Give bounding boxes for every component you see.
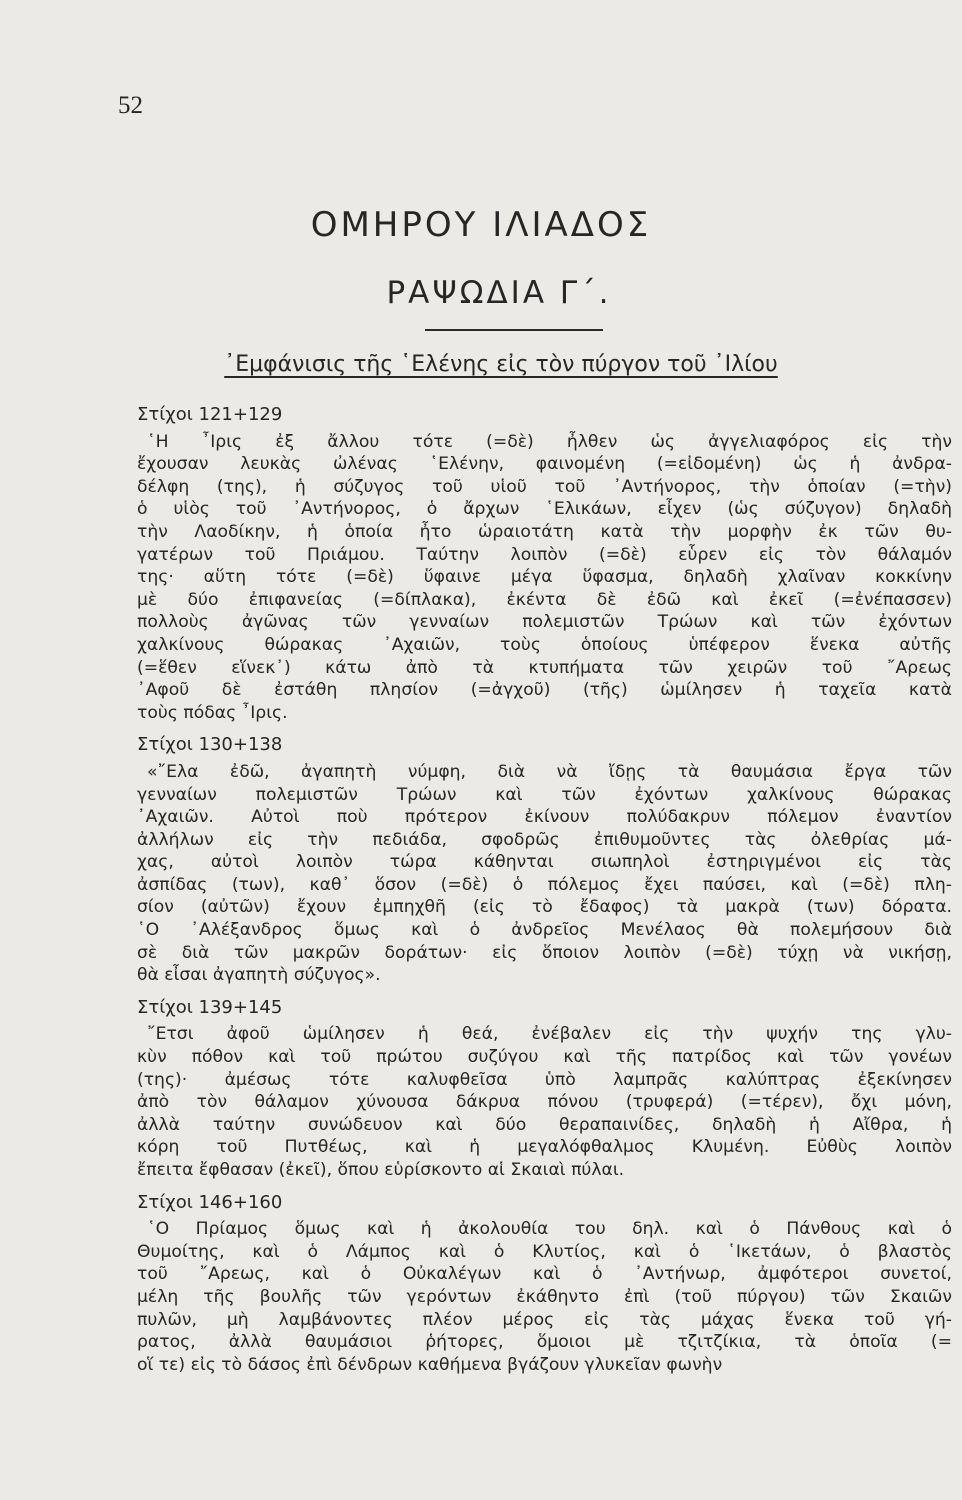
text-line: (=ἕθεν εἵνεκ᾿) κάτω ἀπὸ τὰ κτυπήματα τῶν χειρῶν τοῦ ῎Αρεως: [137, 657, 952, 678]
text-line: πυλῶν, μὴ λαμβάνοντες πλέον μέρος εἰς τὰς μάχας ἕνεκα τοῦ γή-: [137, 1309, 952, 1330]
verse-range-title: Στίχοι 146+160: [137, 1191, 283, 1213]
title-divider: [425, 329, 603, 331]
verse-section: [137, 1192, 952, 1377]
book-title: ΟΜΗΡΟΥ ΙΛΙΑΔΟΣ: [310, 205, 652, 245]
paragraph: [137, 1218, 952, 1376]
text-line: τοὺς πόδας ῏Ιρις.: [137, 702, 288, 723]
section-gap: [137, 724, 952, 734]
text-line: ἀλλήλων εἰς τὴν πεδιάδα, σφοδρῶς ἐπιθυμοῦντες τὰς ὀλεθρίας μά-: [137, 829, 952, 850]
text-line: θὰ εἶσαι ἀγαπητὴ σύζυγος».: [137, 965, 381, 986]
section-gap: [137, 987, 952, 997]
text-line: σίον (αὐτῶν) ἔχουν ἐμπηχθῆ (εἰς τὸ ἔδαφος) τὰ μακρὰ (των) δόρατα.: [137, 897, 952, 918]
text-line: ἔχουσαν λευκὰς ὠλένας ῾Ελένην, φαινομένη (=εἰδομένη) ὡς ἡ ἀνδρα-: [137, 454, 952, 475]
text-line: ῎Ετσι ἀφοῦ ὡμίλησεν ἡ θεά, ἐνέβαλεν εἰς τὴν ψυχήν της γλυ-: [147, 1024, 952, 1045]
text-line: ρατος, ἀλλὰ θαυμάσιοι ῥήτορες, ὅμοιοι μὲ τζιτζίκια, τὰ ὁποῖα (=: [137, 1332, 952, 1353]
text-line: ῾Η ῏Ιρις ἐξ ἄλλου τότε (=δὲ) ἦλθεν ὡς ἀγγελιαφόρος εἰς τὴν: [147, 431, 952, 452]
text-line: πολλοὺς ἀγῶνας τῶν γενναίων πολεμιστῶν Τρώων καὶ τῶν ἐχόντων: [137, 612, 952, 633]
text-line: ᾿Αφοῦ δὲ ἐστάθη πλησίον (=ἀγχοῦ) (τῆς) ὡμίλησεν ἡ ταχεῖα κατὰ: [137, 680, 952, 701]
text-line: τὴν Λαοδίκην, ἡ ὁποία ἦτο ὡραιοτάτη κατὰ τὴν μορφὴν ἐκ τῶν θυ-: [137, 521, 952, 542]
verse-range-title: Στίχοι 130+138: [137, 734, 283, 756]
page-number: 52: [118, 92, 143, 119]
text-line: «῎Ελα ἐδῶ, ἀγαπητὴ νύμφη, διὰ νὰ ἴδῃς τὰ θαυμάσια ἔργα τῶν: [147, 761, 952, 782]
verse-section: [137, 404, 952, 724]
text-line: χας, αὐτοὶ λοιπὸν τώρα κάθηνται σιωπηλοὶ ἐστηριγμένοι εἰς τὰς: [137, 852, 952, 873]
chapter-heading-text: ᾿Εμφάνισις τῆς ῾Ελένης εἰς τὸν πύργον τοῦ ᾿Ιλίου: [224, 352, 778, 377]
text-line: (της)· ἀμέσως τότε καλυφθεῖσα ὑπὸ λαμπρᾶς καλύπτρας ἐξεκίνησεν: [137, 1069, 952, 1090]
text-line: δέλφη (της), ἡ σύζυγος τοῦ υἱοῦ τοῦ ᾿Αντήνορος, τὴν ὁποίαν (=τὴν): [137, 476, 952, 497]
text-line: κὺν πόθον καὶ τοῦ πρώτου συζύγου καὶ τῆς πατρίδος καὶ τῶν γονέων: [137, 1047, 952, 1068]
paragraph: [137, 1023, 952, 1181]
chapter-heading: [0, 352, 962, 377]
verse-range-title: Στίχοι 121+129: [137, 404, 283, 425]
text-line: ὁ υἱὸς τοῦ ᾿Αντήνορος, ὁ ἄρχων ῾Ελικάων, εἶχεν (ὡς σύζυγον) δηλαδὴ: [137, 499, 952, 520]
text-line: σὲ διὰ τῶν μακρῶν δοράτων· εἰς ὅποιον λοιπὸν (=δὲ) τύχῃ νὰ νικήσῃ,: [137, 942, 952, 963]
verse-section: [137, 997, 952, 1182]
text-line: χαλκίνους θώρακας ᾿Αχαιῶν, τοὺς ὁποίους ὑπέφερον ἕνεκα αὐτῆς: [137, 634, 952, 655]
rhapsody-title: ΡΑΨΩΔΙΑ Γ΄.: [386, 275, 612, 311]
paragraph: [137, 431, 952, 725]
text-line: μέλη τῆς βουλῆς τῶν γερόντων ἐκάθηντο ἐπὶ (τοῦ πύργου) τῶν Σκαιῶν: [137, 1286, 952, 1307]
text-line: κόρη τοῦ Πυτθέως, καὶ ἡ μεγαλόφθαλμος Κλυμένη. Εὐθὺς λοιπὸν: [137, 1137, 952, 1158]
text-line: ἀσπίδας (των), καθ᾿ ὅσον (=δὲ) ὁ πόλεμος ἔχει παύσει, καὶ (=δὲ) πλη-: [137, 874, 952, 895]
text-line: τοῦ ῎Αρεως, καὶ ὁ Οὐκαλέγων καὶ ὁ ᾿Αντήνωρ, ἀμφότεροι συνετοί,: [137, 1264, 952, 1285]
text-line: μὲ δύο ἐπιφανείας (=δίπλακα), ἐκέντα δὲ ἐδῶ καὶ ἐκεῖ (=ἐνέπασσεν): [137, 589, 952, 610]
text-line: της· αὕτη τότε (=δὲ) ὕφαινε μέγα ὕφασμα, δηλαδὴ χλαῖναν κοκκίνην: [137, 567, 952, 588]
verse-range-title: Στίχοι 139+145: [137, 996, 283, 1018]
text-line: γατέρων τοῦ Πριάμου. Ταύτην λοιπὸν (=δὲ) εὗρεν εἰς τὸν θάλαμόν: [137, 544, 952, 565]
paragraph: [137, 761, 952, 987]
body-text: [137, 404, 952, 1376]
text-line: ἀλλὰ ταύτην συνώδευον καὶ δύο θεραπαινίδες, δηλαδὴ ἡ Αἴθρα, ἡ: [137, 1114, 952, 1135]
text-line: ἀπὸ τὸν θάλαμον χύνουσα δάκρυα πόνου (τρυφερά) (=τέρεν), ὄχι μόνη,: [137, 1092, 952, 1113]
text-line: ῾Ο ᾿Αλέξανδρος ὅμως καὶ ὁ ἀνδρεῖος Μενέλαος θὰ πολεμήσουν διὰ: [137, 920, 952, 941]
text-line: γενναίων πολεμιστῶν Τρώων καὶ τῶν ἐχόντων χαλκίνους θώρακας: [137, 784, 952, 805]
text-line: ᾿Αχαιῶν. Αὐτοὶ ποὺ πρότερον ἐκίνουν πολύδακρυν πόλεμον ἐναντίον: [137, 807, 952, 828]
text-line: ἔπειτα ἔφθασαν (ἐκεῖ), ὅπου εὑρίσκοντο αἱ Σκαιαὶ πύλαι.: [137, 1160, 625, 1180]
text-line: ῾Ο Πρίαμος ὅμως καὶ ἡ ἀκολουθία του δηλ. καὶ ὁ Πάνθους καὶ ὁ: [147, 1219, 952, 1240]
text-line: Θυμοίτης, καὶ ὁ Λάμπος καὶ ὁ Κλυτίος, καὶ ὁ ῾Ικετάων, ὁ βλαστὸς: [137, 1241, 952, 1262]
section-gap: [137, 1182, 952, 1192]
verse-section: [137, 734, 952, 987]
text-line: οἵ τε) εἰς τὸ δάσος ἐπὶ δένδρων καθήμενα βγάζουν γλυκεῖαν φωνὴν: [137, 1354, 723, 1375]
